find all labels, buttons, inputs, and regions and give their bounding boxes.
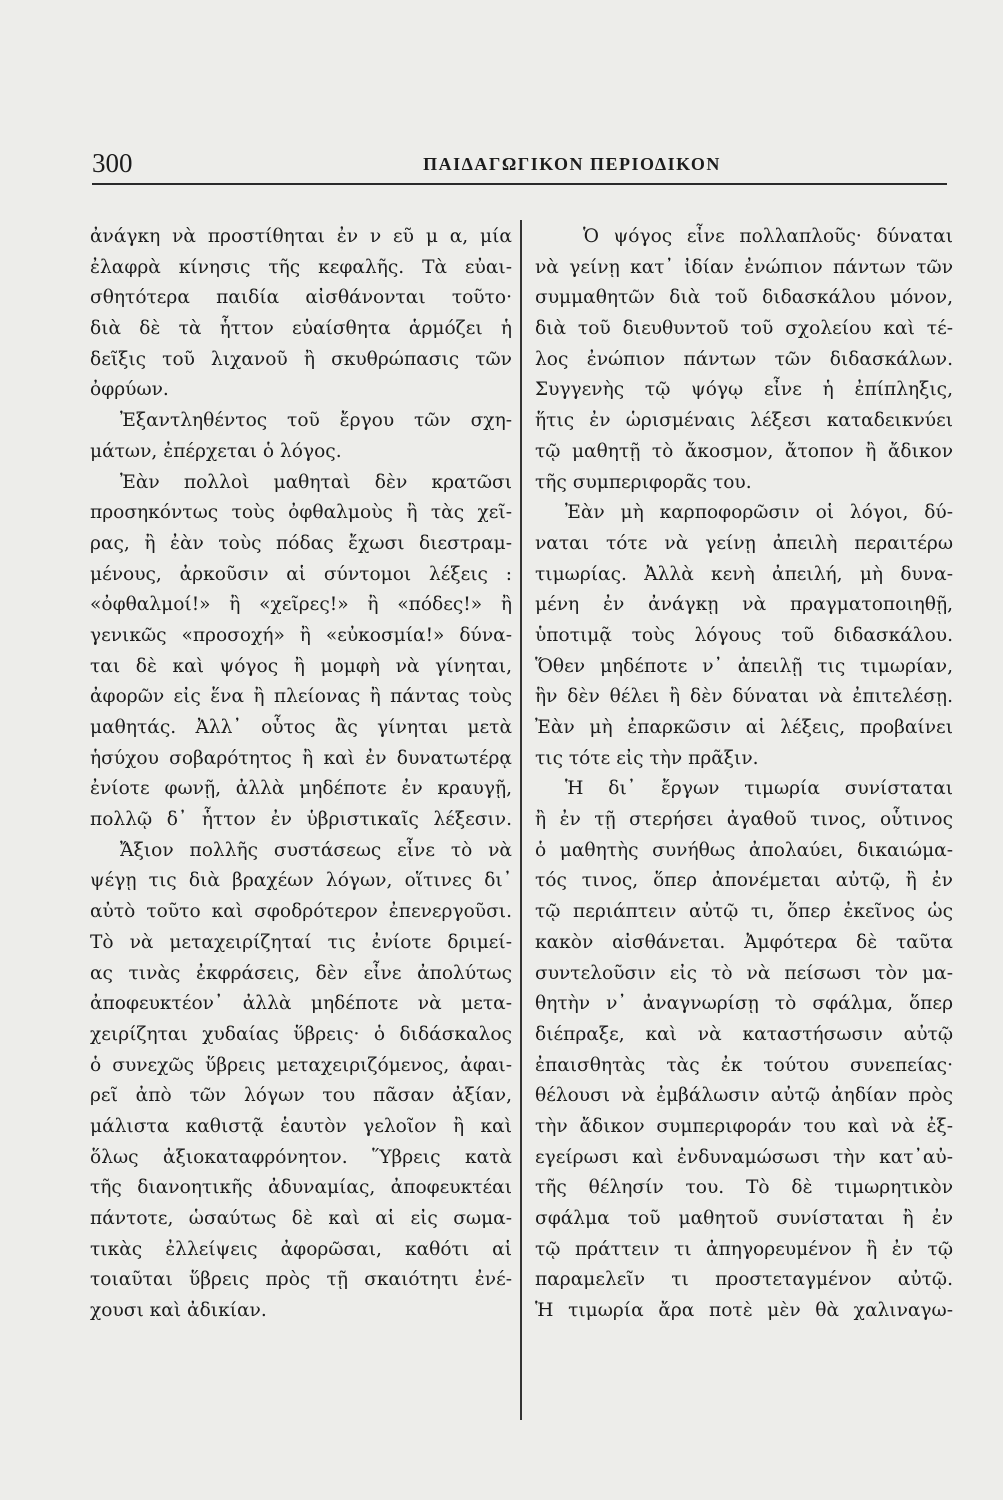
text-line: ας τινὰς ἐκφράσεις, δὲν εἶνε ἀπολύτως [90,962,512,984]
text-line: τις τότε εἰς τὴν πρᾶξιν. [535,747,759,769]
text-line: Ἄξιον πολλῆς συστάσεως εἶνε τὸ νὰ [120,839,512,861]
text-line: ται δὲ καὶ ψόγος ἢ μομφὴ νὰ γίνηται, [90,655,512,677]
text-line: ἥτις ἐν ὡρισμέναις λέξεσι καταδεικνύει [535,410,953,432]
text-line: θέλουσι νὰ ἐμβάλωσιν αὐτῷ ἀηδίαν πρὸς [535,1085,953,1107]
text-line: τός τινος, ὅπερ ἀπονέμεται αὐτῷ, ἢ ἐν [535,870,953,892]
text-line: ρας, ἢ ἐὰν τοὺς πόδας ἔχωσι διεστραμ- [90,532,512,554]
column-divider [520,220,522,1420]
text-line: Συγγενὴς τῷ ψόγῳ εἶνε ἡ ἐπίπληξις, [535,379,953,401]
text-line: Ἡ δι᾽ ἔργων τιμωρία συνίσταται [565,778,953,800]
header-rule [92,183,947,185]
text-line: ἐλαφρὰ κίνησις τῆς κεφαλῆς. Τὰ εὐαι- [90,256,512,278]
text-line: προσηκόντως τοὺς ὀφθαλμοὺς ἢ τὰς χεῖ- [90,502,512,524]
text-line: ἣν δὲν θέλει ἢ δὲν δύναται νὰ ἐπιτελέσῃ. [535,686,953,708]
text-line: Ἐὰν πολλοὶ μαθηταὶ δὲν κρατῶσι [120,471,512,493]
text-line: σφάλμα τοῦ μαθητοῦ συνίσταται ἢ ἐν [535,1208,953,1229]
text-line: κακὸν αἰσθάνεται. Ἀμφότερα δὲ ταῦτα [535,931,953,953]
text-line: παραμελεῖν τι προστεταγμένον αὐτῷ. [535,1269,953,1291]
text-line: χουσι καὶ ἀδικίαν. [90,1300,267,1322]
text-line: ἀποφευκτέον᾽ ἀλλὰ μηδέποτε νὰ μετα- [90,993,512,1015]
text-line: διέπραξε, καὶ νὰ καταστήσωσιν αὐτῷ [535,1023,953,1045]
text-line: μάλιστα καθιστᾷ ἑαυτὸν γελοῖον ἢ καὶ [90,1115,512,1137]
text-line: ψέγῃ τις διὰ βραχέων λόγων, οἵτινες δι᾽ [90,870,512,892]
text-line: τιμωρίας. Ἀλλὰ κενὴ ἀπειλή, μὴ δυνα- [535,563,953,585]
text-line: «ὀφθαλμοί!» ἢ «χεῖρες!» ἢ «πόδες!» ἢ [90,594,512,616]
text-line: θητὴν ν᾽ ἀναγνωρίσῃ τὸ σφάλμα, ὅπερ [535,993,953,1015]
text-line: εγείρωσι καὶ ἐνδυναμώσωσι τὴν κατ᾽αὐ- [535,1146,953,1168]
text-line: τῆς διανοητικῆς ἀδυναμίας, ἀποφευκτέαι [90,1177,512,1199]
text-line: σθητότερα παιδία αἰσθάνονται τοῦτο· [90,287,512,309]
text-line: λος ἐνώπιον πάντων τῶν διδασκάλων. [535,348,953,370]
text-line: πάντοτε, ὡσαύτως δὲ καὶ αἱ εἰς σωμα- [90,1208,512,1229]
text-line: ἐνίοτε φωνῇ, ἀλλὰ μηδέποτε ἐν κραυγῇ, [90,778,512,800]
text-line: τὴν ἄδικον συμπεριφοράν του καὶ νὰ ἐξ- [535,1115,953,1137]
text-line: αὐτὸ τοῦτο καὶ σφοδρότερον ἐπενεργοῦσι. [90,901,512,923]
text-line: τῷ μαθητῇ τὸ ἄκοσμον, ἄτοπον ἢ ἄδικον [535,440,953,462]
text-line: ὁ συνεχῶς ὕβρεις μεταχειριζόμενος, ἀφαι- [90,1054,512,1076]
text-line: Ὅθεν μηδέποτε ν᾽ ἀπειλῇ τις τιμωρίαν, [535,655,953,677]
text-line: ρεῖ ἀπὸ τῶν λόγων του πᾶσαν ἀξίαν, [90,1085,512,1107]
text-line: Ὁ ψόγος εἶνε πολλαπλοῦς· δύναται [583,226,953,247]
text-line: ὑποτιμᾷ τοὺς λόγους τοῦ διδασκάλου. [535,624,953,646]
text-line: τῆς θέλησίν του. Τὸ δὲ τιμωρητικὸν [535,1177,953,1199]
page-number: 300 [92,148,133,178]
text-line: ἐπαισθητὰς τὰς ἐκ τούτου συνεπείας· [535,1054,953,1076]
text-line: συμμαθητῶν διὰ τοῦ διδασκάλου μόνον, [535,287,953,309]
text-line: ναται τότε νὰ γείνῃ ἀπειλὴ περαιτέρω [535,532,953,554]
text-line: πολλῷ δ᾽ ἧττον ἐν ὑβριστικαῖς λέξεσιν. [90,809,512,831]
text-line: τῷ πράττειν τι ἀπηγορευμένον ἢ ἐν τῷ [535,1238,953,1260]
text-line: τῆς συμπεριφορᾶς του. [535,471,752,493]
text-line: Ἡ τιμωρία ἄρα ποτὲ μὲν θὰ χαλιναγω- [535,1300,953,1322]
left-column [90,222,512,1327]
text-line: τικὰς ἐλλείψεις ἀφορῶσαι, καθότι αἱ [90,1238,512,1260]
text-line: Ἐξαντληθέντος τοῦ ἔργου τῶν σχη- [120,410,512,432]
text-line: συντελοῦσιν εἰς τὸ νὰ πείσωσι τὸν μα- [535,962,953,984]
right-column [535,222,953,1327]
text-line: ἀνάγκη νὰ προστίθηται ἐν ν εῦ μ α, μία [90,226,512,247]
text-line: δεῖξις τοῦ λιχανοῦ ἢ σκυθρώπασις τῶν [90,348,512,370]
text-line: διὰ δὲ τὰ ἧττον εὐαίσθητα ἁρμόζει ἡ [90,318,512,340]
page-header [92,148,952,188]
text-line: μένη ἐν ἀνάγκῃ νὰ πραγματοποιηθῇ, [535,594,953,616]
text-line: Τὸ νὰ μεταχειρίζηταί τις ἐνίοτε δριμεί- [90,931,512,953]
text-line: ὅλως ἀξιοκαταφρόνητον. Ὕβρεις κατὰ [90,1146,512,1168]
text-line: μάτων, ἐπέρχεται ὁ λόγος. [90,440,342,462]
text-line: διὰ τοῦ διευθυντοῦ τοῦ σχολείου καὶ τέ- [535,318,953,340]
text-line: ἡσύχου σοβαρότητος ἢ καὶ ἐν δυνατωτέρᾳ [90,747,512,769]
text-line: τῷ περιάπτειν αὐτῷ τι, ὅπερ ἐκεῖνος ὡς [535,901,953,923]
text-line: νὰ γείνῃ κατ᾽ ἰδίαν ἐνώπιον πάντων τῶν [535,256,953,278]
text-line: ὀφρύων. [90,379,169,401]
text-line: ἢ ἐν τῇ στερήσει ἀγαθοῦ τινος, οὗτινος [535,809,953,831]
text-line: μένους, ἀρκοῦσιν αἱ σύντομοι λέξεις : [90,563,512,585]
text-line: Ἐὰν μὴ ἐπαρκῶσιν αἱ λέξεις, προβαίνει [535,717,953,738]
text-line: ὁ μαθητὴς συνήθως ἀπολαύει, δικαιώμα- [535,839,953,861]
running-title: ΠΑΙΔΑΓΩΓΙΚΟΝ ΠΕΡΙΟΔΙΚΟΝ [423,154,721,174]
text-line: τοιαῦται ὕβρεις πρὸς τῇ σκαιότητι ἐνέ- [90,1269,512,1291]
text-line: μαθητάς. Ἀλλ᾽ οὗτος ἂς γίνηται μετὰ [90,717,512,738]
text-line: ἀφορῶν εἰς ἕνα ἢ πλείονας ἢ πάντας τοὺς [90,686,512,708]
text-line: χειρίζηται χυδαίας ὕβρεις· ὁ διδάσκαλος [90,1023,512,1045]
text-line: Ἐὰν μὴ καρποφορῶσιν οἱ λόγοι, δύ- [565,502,953,524]
text-line: γενικῶς «προσοχή» ἢ «εὐκοσμία!» δύνα- [90,624,512,646]
